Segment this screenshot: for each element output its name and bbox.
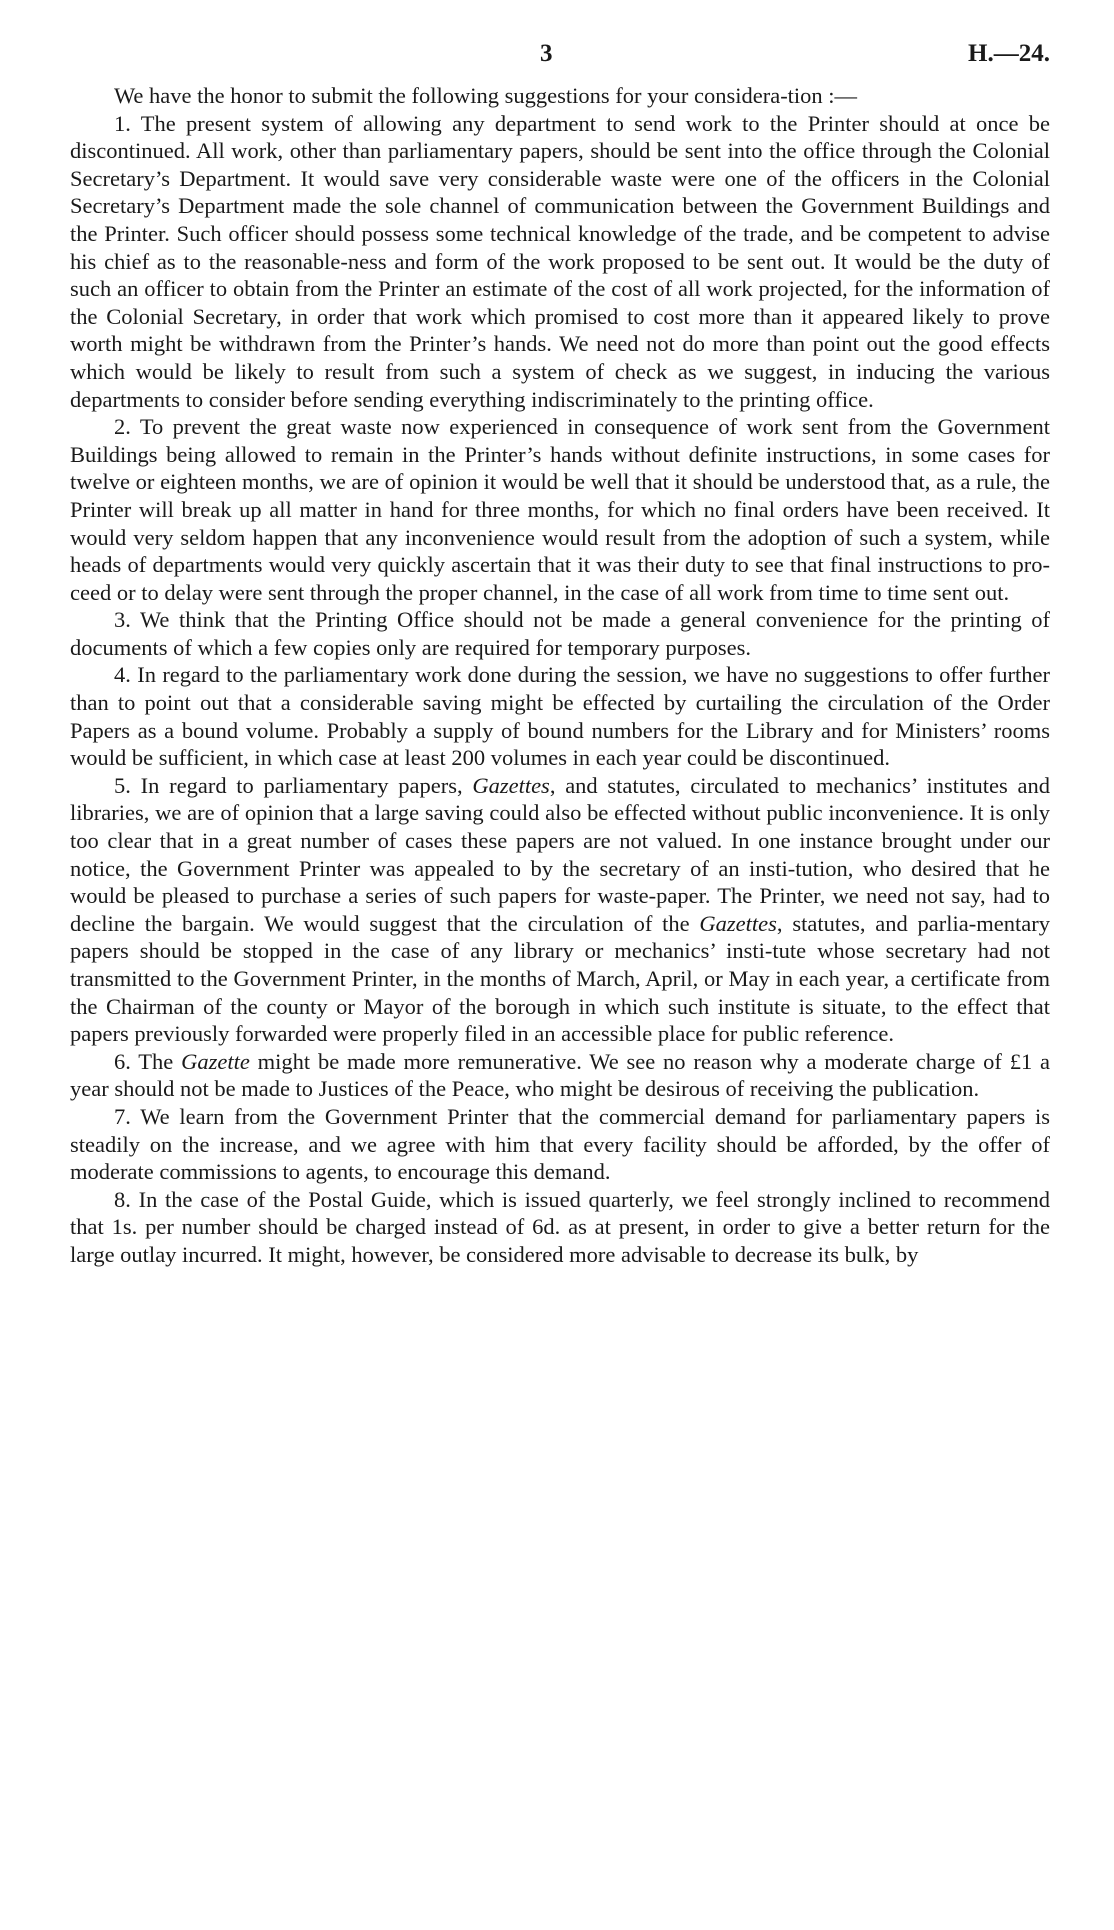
paragraph-5-italic-2: Gazettes [699, 910, 777, 936]
paragraph-5-part-2: , and statutes, circulated to mechanics’ institutes and libraries, we are of opinion that a large saving could also be effected without public inconvenience. It is only too clear that in a great number of cases these papers are not valued. In one instance brought under our notice, the Government Printer was appealed to by the secretary of an insti-tution, who desired that he would be pleased to purchase a series of such papers for waste-paper. The Printer, we need not say, had to decline the bargain. We would suggest that the circulation of the [70, 772, 1050, 936]
paragraph-5 [70, 772, 1050, 1048]
paragraph-8: 8. In the case of the Postal Guide, which is issued quarterly, we feel strongly inclined to recommend that 1s. per number should be charged instead of 6d. as at present, in order to give a better return for the large outlay incurred. It might, however, be considered more advisable to decrease its bulk, by [70, 1186, 1050, 1267]
paragraph-6-part-2: might be made more remunerative. We see no reason why a moderate charge of £1 a year should not be made to Justices of the Peace, who might be desirous of receiving the publication. [70, 1048, 1050, 1102]
document-reference: H.—24. [968, 40, 1050, 67]
paragraph-6-part-1: 6. The [114, 1048, 182, 1074]
page-number: 3 [540, 40, 553, 67]
paragraph-5-italic-1: Gazettes [472, 772, 550, 798]
paragraph-5-part-3: , statutes, and parlia-mentary papers should be stopped in the case of any library or mechanics’ insti-tute whose secretary had not transmitted to the Government Printer, in the months of March, April, or May in each year, a certificate from the Chairman of the county or Mayor of the borough in which such institute is situate, to the effect that papers previously forwarded were properly filed in an accessible place for public reference. [70, 910, 1050, 1047]
page-header [70, 40, 1050, 80]
paragraph-3: 3. We think that the Printing Office should not be made a general convenience for the printing of documents of which a few copies only are required for temporary purposes. [70, 607, 1050, 660]
paragraph-6 [70, 1048, 1050, 1103]
paragraph-7: 7. We learn from the Government Printer that the commercial demand for parliamentary papers is steadily on the increase, and we agree with him that every facility should be afforded, by the offer of moderate commissions to agents, to encourage this demand. [70, 1103, 1050, 1185]
paragraph-5-part-1: 5. In regard to parliamentary papers, [114, 772, 473, 798]
paragraph-6-italic: Gazette [181, 1048, 250, 1074]
paragraph-1: 1. The present system of allowing any department to send work to the Printer should at once be discontinued. All work, other than parliamentary papers, should be sent into the office through the Colonial Secretary’s Department. It would save very considerable waste were one of the officers in the Colonial Secretary’s Department made the sole channel of communication between the Government Buildings and the Printer. Such officer should possess some technical knowledge of the trade, and be competent to advise his chief as to the reasonable-ness and form of the work proposed to be sent out. It would be the duty of such an officer to obtain from the Printer an estimate of the cost of all work projected, for the information of the Colonial Secretary, in order that work which promised to cost more than it appeared likely to prove worth might be withdrawn from the Printer’s hands. We need not do more than point out the good effects which would be likely to result from such a system of check as we suggest, in inducing the various departments to consider before sending everything indiscriminately to the printing office. [70, 110, 1050, 412]
paragraph-2: 2. To prevent the great waste now experienced in consequence of work sent from the Government Buildings being allowed to remain in the Printer’s hands without definite instructions, in some cases for twelve or eighteen months, we are of opinion it would be well that it should be understood that, as a rule, the Printer will break up all matter in hand for three months, for which no final orders have been received. It would very seldom happen that any inconvenience would result from the adoption of such a system, while heads of departments would very quickly ascertain that it was their duty to see that final instructions to pro-ceed or to delay were sent through the proper channel, in the case of all work from time to time sent out. [70, 414, 1050, 605]
document-body [70, 82, 1050, 1269]
intro-paragraph: We have the honor to submit the following suggestions for your considera-tion :— [114, 83, 858, 108]
paragraph-4: 4. In regard to the parliamentary work done during the session, we have no suggestions to offer further than to point out that a considerable saving might be effected by curtailing the circulation of the Order Papers as a bound volume. Probably a supply of bound numbers for the Library and for Ministers’ rooms would be sufficient, in which case at least 200 volumes in each year could be discontinued. [70, 662, 1050, 771]
document-page [70, 40, 1050, 1269]
